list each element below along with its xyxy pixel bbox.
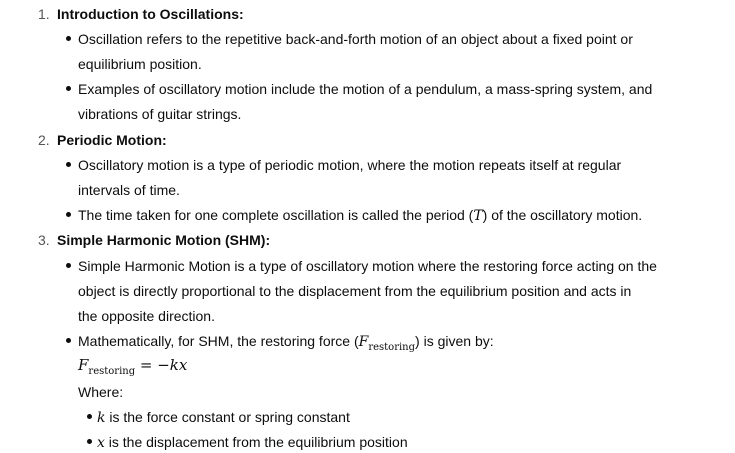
bullet-icon	[87, 414, 92, 419]
list-item-text: Oscillatory motion is a type of periodic motion, where the motion repeats itself at regular	[78, 157, 622, 173]
text-part: The time taken for one complete oscillation is called the period (	[78, 207, 474, 223]
bullet-icon	[66, 212, 71, 217]
list-item-text	[78, 332, 494, 353]
list-item-text: equilibrium position.	[78, 56, 202, 72]
text-part: is the force constant or spring constant	[105, 409, 350, 425]
force-subscript: restoring	[368, 342, 416, 353]
list-item-text: intervals of time.	[78, 182, 180, 198]
text-part: Mathematically, for SHM, the restoring force (	[78, 333, 359, 349]
list-item-text: Oscillation refers to the repetitive back-and-forth motion of an object about a fixed point or	[78, 31, 633, 47]
text-part: is the displacement from the equilibrium position	[104, 434, 408, 450]
list-item-text	[97, 408, 350, 427]
list-item-text: object is directly proportional to the displacement from the equilibrium position and acts in	[78, 283, 632, 299]
bullet-icon	[66, 86, 71, 91]
force-symbol: F	[358, 334, 369, 350]
section-number: 2.	[38, 132, 50, 148]
section-title: Introduction to Oscillations:	[57, 6, 244, 22]
text-part: ) of the oscillatory motion.	[482, 207, 643, 223]
list-item-text	[78, 206, 642, 225]
bullet-icon	[66, 162, 71, 167]
list-item-text: vibrations of guitar strings.	[78, 106, 242, 122]
section-number: 3.	[38, 232, 50, 248]
section-number: 1.	[38, 6, 50, 22]
bullet-icon	[66, 338, 71, 343]
force-subscript: restoring	[88, 366, 136, 377]
bullet-icon	[66, 36, 71, 41]
list-item-text: Examples of oscillatory motion include the motion of a pendulum, a mass-spring system, and	[78, 81, 653, 97]
section-title: Simple Harmonic Motion (SHM):	[57, 232, 271, 248]
k-symbol: k	[97, 410, 106, 426]
list-item-text: the opposite direction.	[78, 308, 215, 324]
list-item-text: Simple Harmonic Motion is a type of oscillatory motion where the restoring force acting on the	[78, 258, 657, 274]
text-part: ) is given by:	[415, 333, 494, 349]
where-label: Where:	[78, 384, 124, 400]
bullet-icon	[87, 439, 92, 444]
section-title: Periodic Motion:	[57, 132, 167, 148]
force-symbol: F	[78, 356, 89, 374]
list-item-text	[97, 433, 408, 452]
restoring-force-formula	[78, 356, 187, 377]
formula-rhs: = −kx	[135, 356, 188, 374]
bullet-icon	[66, 263, 71, 268]
period-symbol: T	[473, 208, 483, 224]
x-symbol: x	[97, 435, 105, 451]
